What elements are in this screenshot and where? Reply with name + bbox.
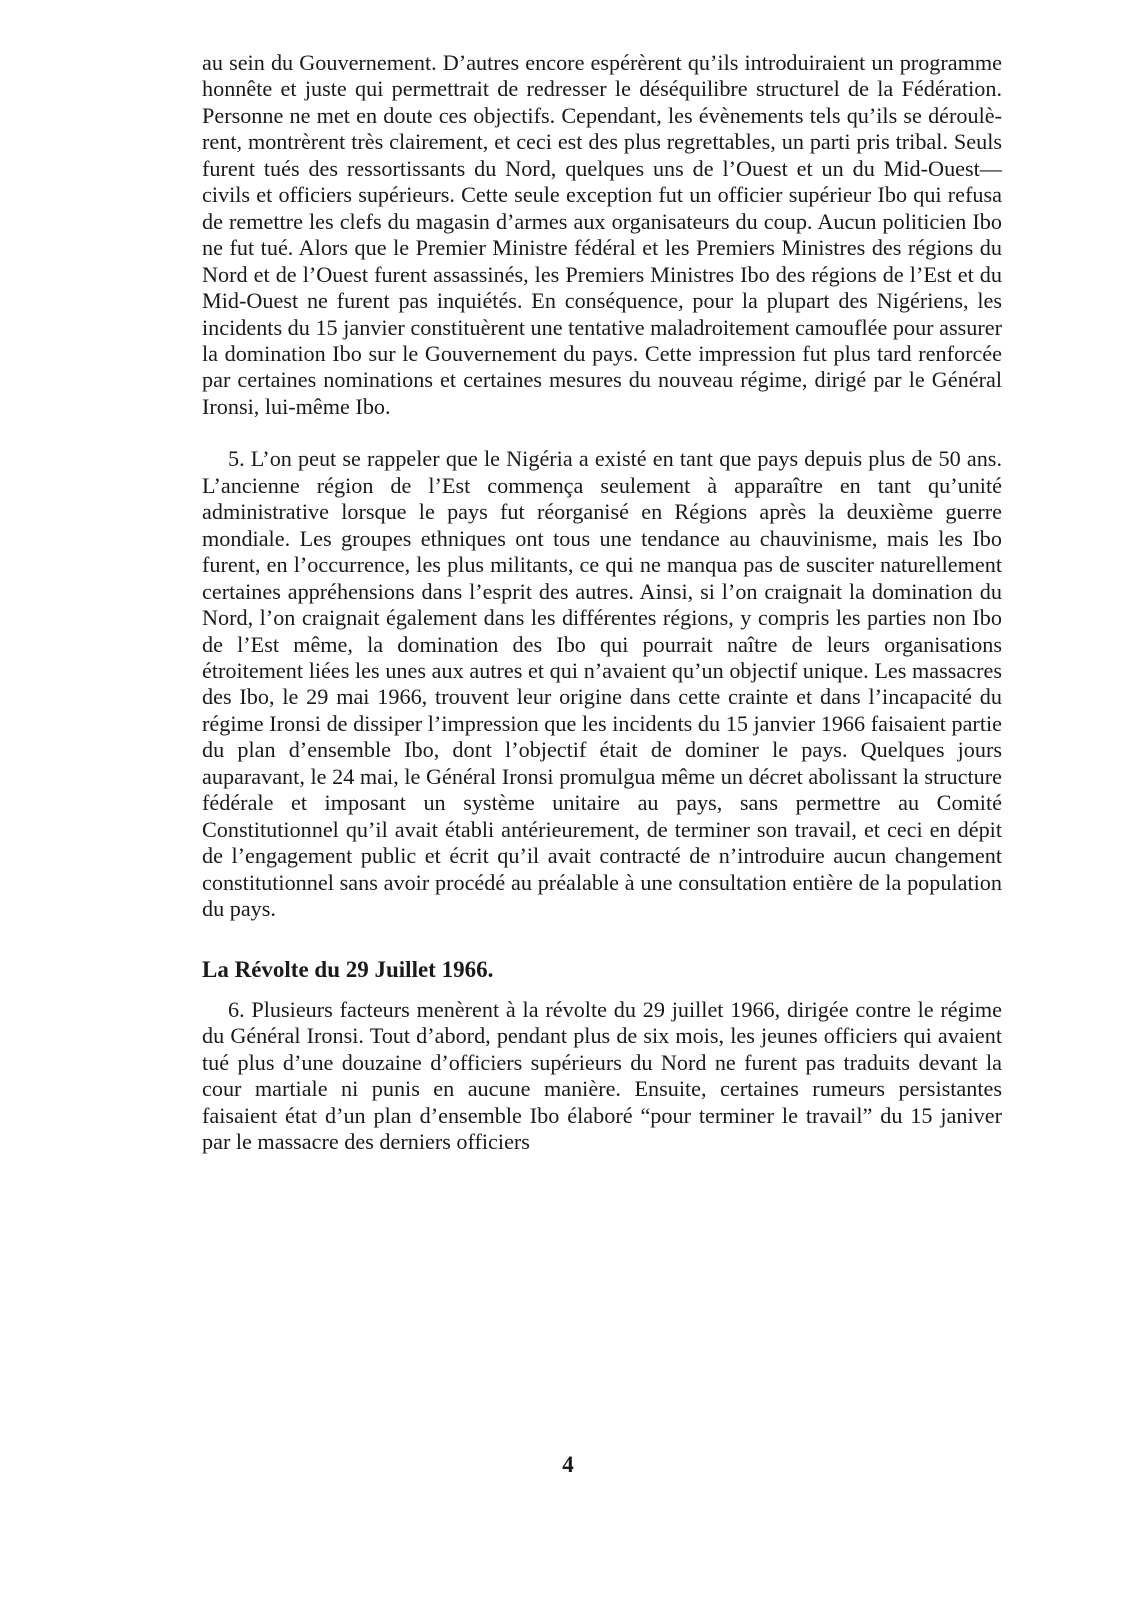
paragraph-5: 5. L’on peut se rappeler que le Nigéria a existé en tant que pays depuis plus de 50 ans. L’ancienne région de l’Est commença seulement à apparaître en tant qu’unité administrative lorsque le pays fut réorganisé en Régions après la deuxième guerre mondiale. Les groupes ethniques ont tous une tendance au chauvinisme, mais les Ibo furent, en l’occurrence, les plus militants, ce qui ne manqua pas de susciter naturellement certaines appréhensions dans l’esprit des autres. Ainsi, si l’on craignait la domination du Nord, l’on craignait également dans les différentes régions, y compris les parties non Ibo de l’Est même, la domination des Ibo qui pourrait naître de leurs organisations étroitement liées les unes aux autres et qui n’avaient qu’un objectif unique. Les massacres des Ibo, le 29 mai 1966, trouvent leur origine dans cette crainte et dans l’incapacité du régime Ironsi de dissiper l’impression que les incidents du 15 janvier 1966 faisaient partie du plan d’ensemble Ibo, dont l’objectif était de dominer le pays. Quelques jours auparavant, le 24 mai, le Général Ironsi promulgua même un décret abolissant la structure fédérale et imposant un système unitaire au pays, sans permettre au Comité Constitutionnel qu’il avait établi antérieurement, de terminer son travail, et ceci en dépit de l’engagement public et écrit qu’il avait contracté de n’introduire aucun changement constitutionnel sans avoir procédé au préalable à une consultation entière de la population du pays. (202, 446, 1002, 922)
page-number: 4 (562, 1452, 574, 1477)
document-page (202, 50, 1002, 1156)
paragraph-6: 6. Plusieurs facteurs menèrent à la révolte du 29 juillet 1966, dirigée contre le régime du Général Ironsi. Tout d’abord, pendant plus de six mois, les jeunes officiers qui avaient tué plus d’une douzaine d’officiers supérieurs du Nord ne furent pas traduits devant la cour martiale ni punis en aucune manière. Ensuite, certaines rumeurs persistantes faisaient état d’un plan d’ensemble Ibo élaboré “pour terminer le travail” du 15 janiver par le massacre des derniers officiers (202, 996, 1002, 1155)
paragraph-spacer (202, 420, 1002, 446)
section-heading: La Révolte du 29 Juillet 1966. (202, 956, 494, 982)
paragraph-continued: au sein du Gouvernement. D’autres encore espérèrent qu’ils introduiraient un programme honnête et juste qui permettrait de redresser le déséquilibre structurel de la Fédération. Personne ne met en doute ces objectifs. Cependant, les évènements tels qu’ils se déroulèrent, montrèrent très clairement, et ceci est des plus regrettables, un parti pris tribal. Seuls furent tués des ressortissants du Nord, quelques uns de l’Ouest et un du Mid-Ouest—civils et officiers supérieurs. Cette seule exception fut un officier supérieur Ibo qui refusa de remettre les clefs du magasin d’armes aux organisateurs du coup. Aucun politicien Ibo ne fut tué. Alors que le Premier Ministre fédéral et les Premiers Ministres des régions du Nord et de l’Ouest furent assassinés, les Premiers Ministres Ibo des régions de l’Est et du Mid-Ouest ne furent pas inquiétés. En conséquence, pour la plupart des Nigériens, les incidents du 15 janvier constituèrent une tentative maladroitement camouflée pour assurer la domination Ibo sur le Gouvernement du pays. Cette impression fut plus tard renforcée par certaines nominations et certaines mesures du nouveau régime, dirigé par le Général Ironsi, lui-même Ibo. (202, 50, 1002, 419)
